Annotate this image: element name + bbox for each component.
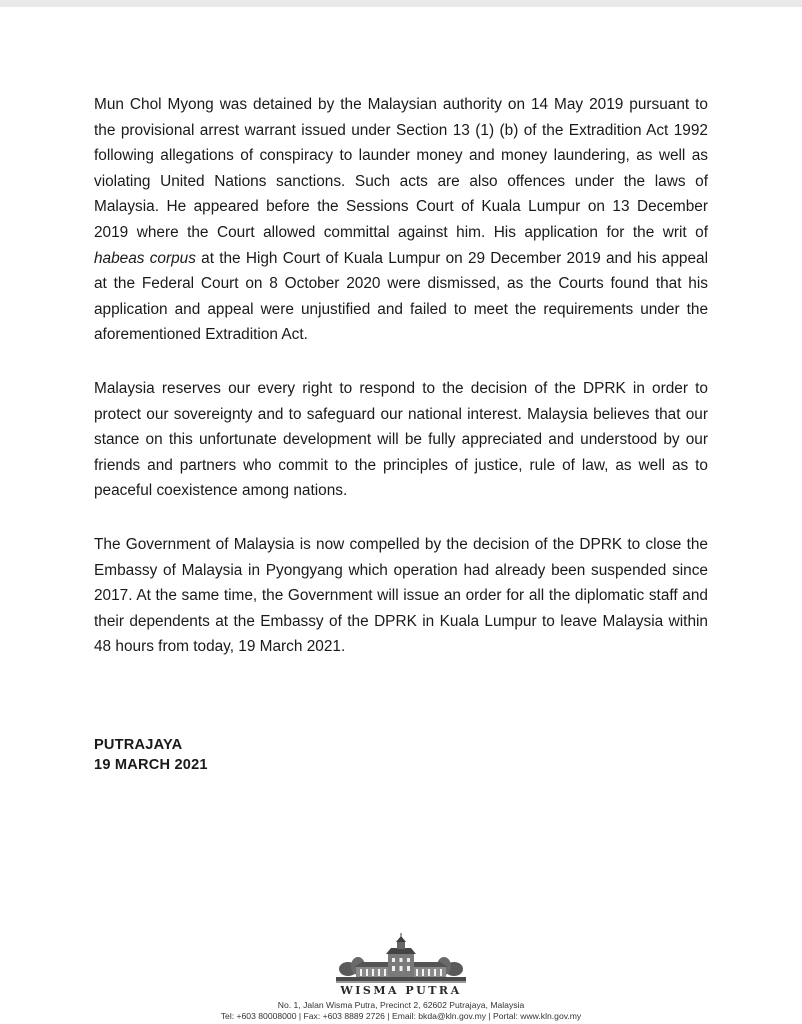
org-name: WISMA PUTRA xyxy=(340,984,462,997)
letterhead-footer xyxy=(0,933,802,1022)
footer-contact: Tel: +603 80008000 | Fax: +603 8889 2726 | Email: bkda@kln.gov.my | Portal: www.kln.gov.my xyxy=(220,1011,582,1021)
paragraph-rights: Malaysia reserves our every right to respond to the decision of the DPRK in order to protect our sovereignty and to safeguard our national interest. Malaysia believes that our stance on this unfortunate development will be fully appreciated and understood by our friends and partners who commit to the principles of justice, rule of law, as well as to peaceful coexistence among nations. xyxy=(94,379,708,500)
place-date-block xyxy=(94,735,208,775)
paragraph-detention-part-2: at the High Court of Kuala Lumpur on 29 December 2019 and his appeal at the Federal Court on 8 October 2020 were dismissed, as the Courts found that his application and appeal were unjustified and failed to meet the requirements under the aforementioned Extradition Act. xyxy=(94,249,708,344)
top-strip xyxy=(0,0,802,7)
paragraph-detention-part-1: Mun Chol Myong was detained by the Malaysian authority on 14 May 2019 pursuant to the provisional arrest warrant issued under Section 13 (1) (b) of the Extradition Act 1992 following allegations of conspiracy to launder money and money laundering, as well as violating United Nations sanctions. Such acts are also offences under the laws of Malaysia. He appeared before the Sessions Court of Kuala Lumpur on 13 December 2019 where the Court allowed committal against him. His application for the writ of xyxy=(94,96,708,241)
document-body xyxy=(94,92,708,688)
place-label: PUTRAJAYA xyxy=(94,737,183,753)
habeas-corpus-italic: habeas corpus xyxy=(94,249,196,267)
wisma-putra-building-icon xyxy=(336,933,466,983)
date-label: 19 MARCH 2021 xyxy=(94,757,208,773)
paragraph-embassy-closure: The Government of Malaysia is now compelled by the decision of the DPRK to close the Embassy of Malaysia in Pyongyang which operation had already been suspended since 2017. At the same time, the Government will issue an order for all the diplomatic staff and their dependents at the Embassy of the DPRK in Kuala Lumpur to leave Malaysia within 48 hours from today, 19 March 2021. xyxy=(94,535,708,656)
paragraph-detention xyxy=(94,92,708,348)
footer-address: No. 1, Jalan Wisma Putra, Precinct 2, 62602 Putrajaya, Malaysia xyxy=(277,1000,525,1010)
